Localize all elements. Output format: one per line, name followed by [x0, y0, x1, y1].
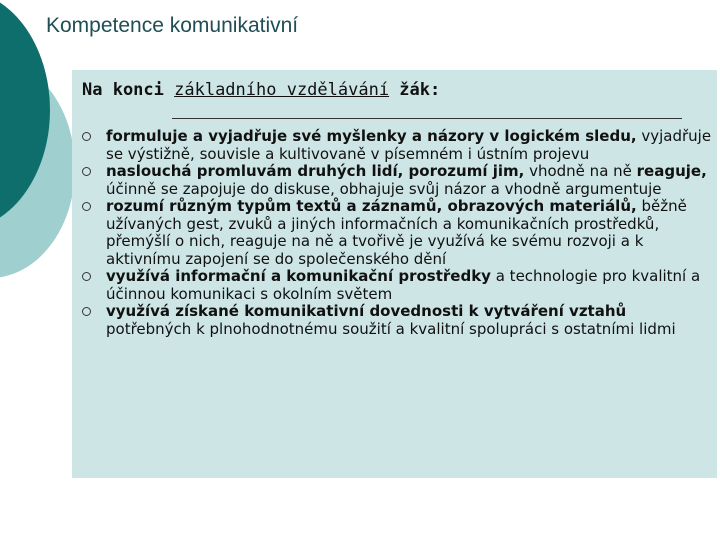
list-item	[82, 163, 712, 198]
list-item	[82, 198, 712, 268]
slide-title: Kompetence komunikativní	[46, 14, 299, 37]
heading-prefix: Na konci	[82, 80, 175, 100]
bullet-text: běžně užívaných gest, zvuků a jiných informačních a komunikačních prostředků, přemýšlí o nich, reaguje na ně a tvořivě je využívá ke svému rozvoji a k aktivnímu zapojení se do společenského dění	[106, 197, 687, 268]
bullet-text: a technologie pro kvalitní a účinnou komunikaci s okolním světem	[106, 267, 701, 303]
bullet-circle-icon	[82, 272, 91, 281]
bullet-bold-text: rozumí různým typům textů a záznamů, obrazových materiálů,	[106, 197, 637, 215]
heading-suffix: žák:	[389, 80, 441, 100]
bullet-text: vhodně na ně	[524, 162, 637, 180]
bullet-bold-text: naslouchá promluvám druhých lidí, porozumí jim,	[106, 162, 525, 180]
content-panel	[72, 70, 717, 478]
bullet-bold-text: reaguje,	[636, 162, 707, 180]
list-item	[82, 268, 712, 303]
bullet-circle-icon	[82, 167, 91, 176]
bullet-bold-text: formuluje a vyjadřuje své myšlenky a názory v logickém sledu,	[106, 127, 637, 145]
bullet-text: potřebných k plnohodnotnému soužití a kvalitní spolupráci s ostatními lidmi	[106, 319, 676, 338]
bullet-list	[82, 128, 712, 338]
bullet-circle-icon	[82, 307, 91, 316]
bullet-circle-icon	[82, 132, 91, 141]
list-item	[82, 128, 712, 163]
bullet-bold-text: využívá informační a komunikační prostředky	[106, 267, 491, 285]
bullet-bold-text: využívá získané komunikativní dovednosti k vytváření vztahů	[106, 302, 627, 320]
bullet-circle-icon	[82, 202, 91, 211]
bullet-text: vyjadřuje se výstižně, souvisle a kultivovaně v písemném i ústním projevu	[106, 127, 712, 163]
divider	[172, 118, 682, 119]
panel-heading	[82, 80, 440, 100]
bullet-text: účinně se zapojuje do diskuse, obhajuje svůj názor a vhodně argumentuje	[106, 179, 662, 198]
list-item	[82, 303, 712, 338]
heading-link[interactable]: základního vzdělávání	[174, 80, 390, 100]
